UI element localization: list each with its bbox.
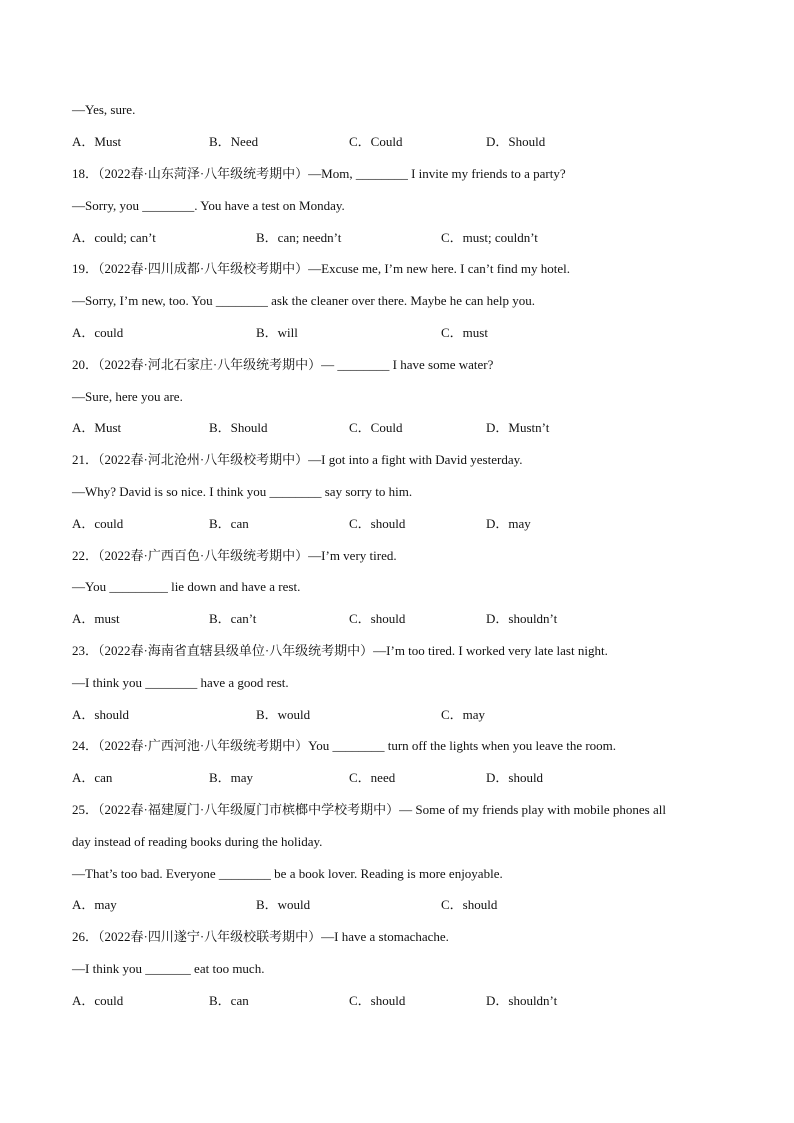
q25-dialogue: —That’s too bad. Everyone ________ be a book lover. Reading is more enjoyable. xyxy=(72,866,503,881)
q20-dialogue: —Sure, here you are. xyxy=(72,389,183,404)
q24-options xyxy=(72,770,722,786)
option-b[interactable]: B．can xyxy=(209,993,249,1008)
q18-stem: 18．（2022春·山东菏泽·八年级统考期中）—Mom, ________ I invite my friends to a party? xyxy=(72,166,566,181)
q23-options xyxy=(72,707,722,723)
option-a[interactable]: A．could; can’t xyxy=(72,230,156,245)
q19-options xyxy=(72,325,722,341)
option-d[interactable]: D．shouldn’t xyxy=(486,611,558,626)
option-b[interactable]: B．would xyxy=(256,897,311,912)
q19-stem: 19．（2022春·四川成都·八年级校考期中）—Excuse me, I’m new here. I can’t find my hotel. xyxy=(72,261,570,276)
q22-dialogue: —You _________ lie down and have a rest. xyxy=(72,579,301,594)
option-c[interactable]: C．should xyxy=(349,516,406,531)
q26-dialogue: —I think you _______ eat too much. xyxy=(72,961,265,976)
q18-options xyxy=(72,230,722,246)
option-a[interactable]: A．may xyxy=(72,897,117,912)
option-b[interactable]: B．may xyxy=(209,770,254,785)
option-a[interactable]: A．can xyxy=(72,770,113,785)
q22-stem: 22．（2022春·广西百色·八年级统考期中）—I’m very tired. xyxy=(72,548,397,563)
option-b[interactable]: B．Should xyxy=(209,420,268,435)
q24-stem: 24．（2022春·广西河池·八年级统考期中）You ________ turn off the lights when you leave the room. xyxy=(72,738,617,753)
option-b[interactable]: B．would xyxy=(256,707,311,722)
option-b[interactable]: B．can xyxy=(209,516,249,531)
option-c[interactable]: C．must; couldn’t xyxy=(441,230,538,245)
option-d[interactable]: D．shouldn’t xyxy=(486,993,558,1008)
option-c[interactable]: C．should xyxy=(349,993,406,1008)
q25-options xyxy=(72,897,722,913)
option-d[interactable]: D．Should xyxy=(486,134,546,149)
option-b[interactable]: B．will xyxy=(256,325,298,340)
option-c[interactable]: C．may xyxy=(441,707,486,722)
option-a[interactable]: A．Must xyxy=(72,134,122,149)
q21-options xyxy=(72,516,722,532)
option-d[interactable]: D．should xyxy=(486,770,544,785)
q19-dialogue: —Sorry, I’m new, too. You ________ ask the cleaner over there. Maybe he can help you. xyxy=(72,293,535,308)
option-c[interactable]: C．Could xyxy=(349,420,403,435)
option-c[interactable]: C．must xyxy=(441,325,488,340)
q18-dialogue: —Sorry, you ________. You have a test on Monday. xyxy=(72,198,345,213)
q20-stem: 20．（2022春·河北石家庄·八年级统考期中）— ________ I have some water? xyxy=(72,357,494,372)
option-a[interactable]: A．Must xyxy=(72,420,122,435)
option-b[interactable]: B．can’t xyxy=(209,611,257,626)
q23-dialogue: —I think you ________ have a good rest. xyxy=(72,675,289,690)
q25-stem: 25．（2022春·福建厦门·八年级厦门市槟榔中学校考期中）— Some of my friends play with mobile phones all xyxy=(72,802,666,817)
q21-dialogue: —Why? David is so nice. I think you ________ say sorry to him. xyxy=(72,484,413,499)
option-b[interactable]: B．Need xyxy=(209,134,259,149)
option-b[interactable]: B．can; needn’t xyxy=(256,230,342,245)
option-a[interactable]: A．could xyxy=(72,516,124,531)
option-a[interactable]: A．must xyxy=(72,611,120,626)
q20-options xyxy=(72,420,722,436)
option-a[interactable]: A．could xyxy=(72,993,124,1008)
q26-stem: 26．（2022春·四川遂宁·八年级校联考期中）—I have a stomachache. xyxy=(72,929,449,944)
option-c[interactable]: C．should xyxy=(349,611,406,626)
q21-stem: 21．（2022春·河北沧州·八年级校考期中）—I got into a fight with David yesterday. xyxy=(72,452,523,467)
q23-stem: 23．（2022春·海南省直辖县级单位·八年级统考期中）—I’m too tired. I worked very late last night. xyxy=(72,643,608,658)
option-c[interactable]: C．Could xyxy=(349,134,403,149)
option-d[interactable]: D．may xyxy=(486,516,531,531)
q25-stem-continued: day instead of reading books during the holiday. xyxy=(72,834,323,849)
q17-options xyxy=(72,134,722,150)
option-a[interactable]: A．could xyxy=(72,325,124,340)
option-c[interactable]: C．should xyxy=(441,897,498,912)
q22-options xyxy=(72,611,722,627)
option-a[interactable]: A．should xyxy=(72,707,130,722)
q26-options xyxy=(72,993,722,1009)
q17-answer-line: —Yes, sure. xyxy=(72,102,136,117)
option-c[interactable]: C．need xyxy=(349,770,396,785)
option-d[interactable]: D．Mustn’t xyxy=(486,420,550,435)
